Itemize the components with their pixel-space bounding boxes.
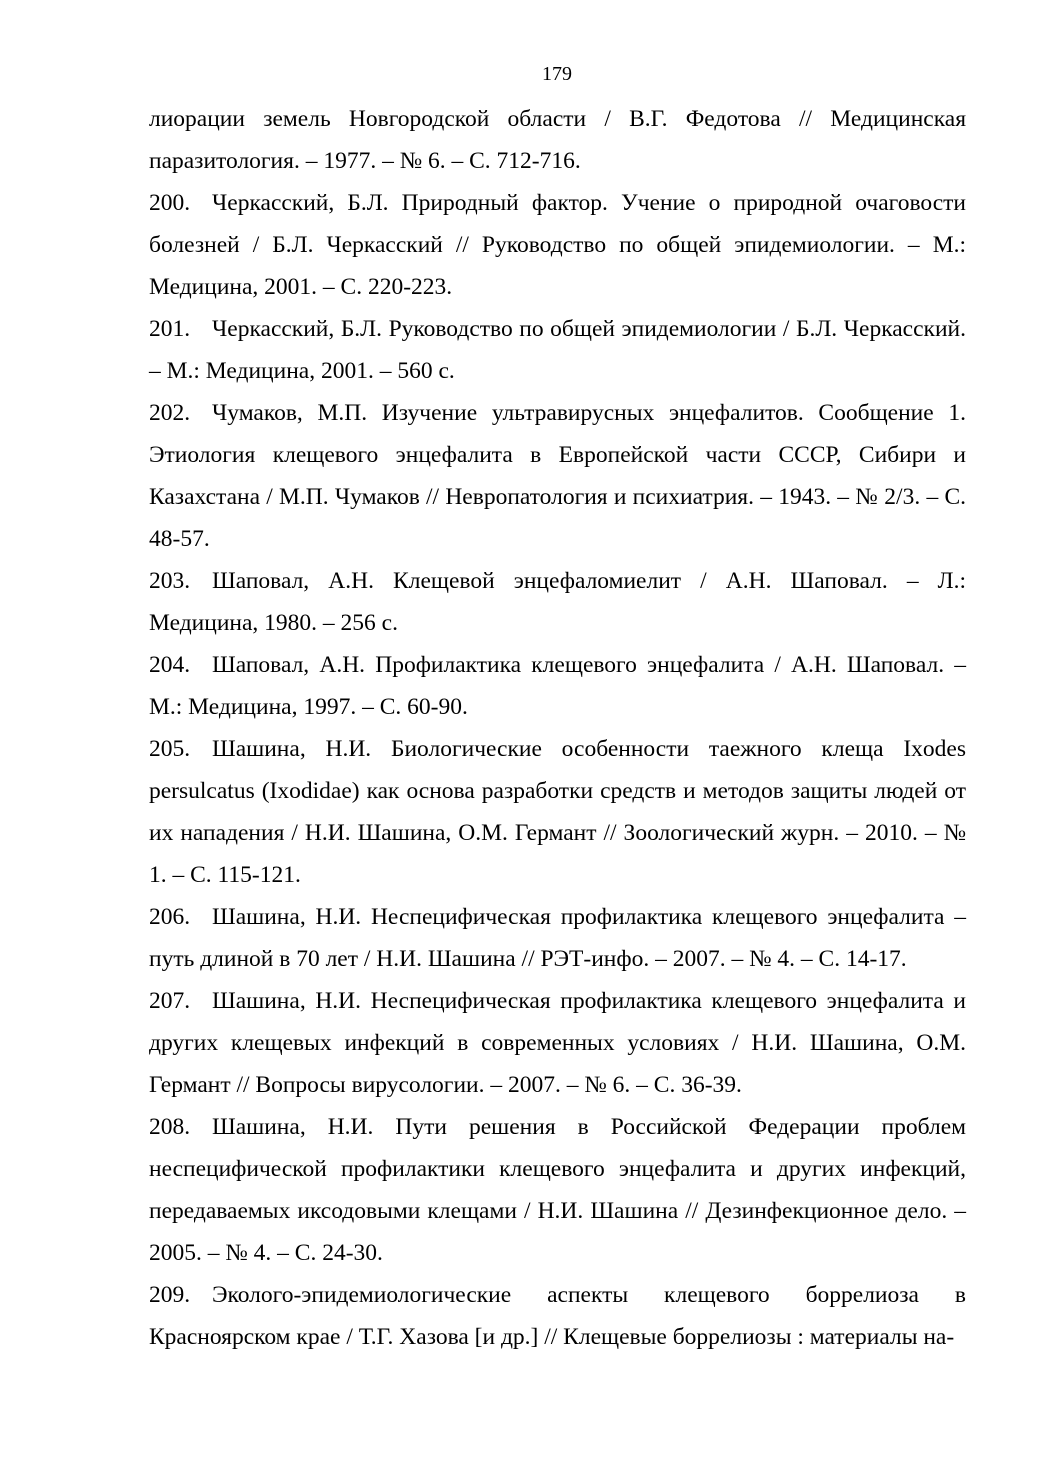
reference-text: лиорации земель Новгородской области / В.Г. Федотова // Медицинская паразитология. – 1977. – № 6. – С. 712-716. <box>149 106 966 174</box>
reference-number: 203. <box>149 568 191 594</box>
reference-number: 209. <box>149 1282 191 1308</box>
reference-item <box>149 98 966 182</box>
reference-text: Черкасский, Б.Л. Природный фактор. Учение о природной очаговости болезней / Б.Л. Черкасский // Руководство по общей эпидемиологии. – М.: Медицина, 2001. – С. 220-223. <box>149 190 966 300</box>
reference-text: Шашина, Н.И. Биологические особенности таежного клеща Ixodes persulcatus (Ixodidae) как основа разработки средств и методов защиты людей от их нападения / Н.И. Шашина, О.М. Германт // Зоологический журн. – 2010. – № 1. – С. 115-121. <box>149 736 966 888</box>
reference-text: Шашина, Н.И. Неспецифическая профилактика клещевого энцефалита – путь длиной в 70 лет / Н.И. Шашина // РЭТ-инфо. – 2007. – № 4. – С. 14-17. <box>149 904 966 972</box>
reference-number: 208. <box>149 1114 191 1140</box>
reference-item <box>149 1274 966 1358</box>
reference-number: 207. <box>149 988 191 1014</box>
reference-text: Шаповал, А.Н. Профилактика клещевого энцефалита / А.Н. Шаповал. – М.: Медицина, 1997. – С. 60-90. <box>149 652 966 720</box>
reference-text: Шашина, Н.И. Неспецифическая профилактика клещевого энцефалита и других клещевых инфекций в современных условиях / Н.И. Шашина, О.М. Германт // Вопросы вирусологии. – 2007. – № 6. – С. 36-39. <box>149 988 966 1098</box>
reference-text: Шашина, Н.И. Пути решения в Российской Федерации проблем неспецифической профилактики клещевого энцефалита и других инфекций, передаваемых иксодовыми клещами / Н.И. Шашина // Дезинфекционное дело. – 2005. – № 4. – С. 24-30. <box>149 1114 966 1266</box>
reference-text: Черкасский, Б.Л. Руководство по общей эпидемиологии / Б.Л. Черкасский. – М.: Медицина, 2001. – 560 с. <box>149 316 966 384</box>
reference-item <box>149 728 966 896</box>
reference-text: Шаповал, А.Н. Клещевой энцефаломиелит / А.Н. Шаповал. – Л.: Медицина, 1980. – 256 с. <box>149 568 966 636</box>
reference-number: 204. <box>149 652 191 678</box>
reference-number: 202. <box>149 400 191 426</box>
reference-item <box>149 644 966 728</box>
reference-number: 206. <box>149 904 191 930</box>
reference-item <box>149 308 966 392</box>
reference-item <box>149 182 966 308</box>
reference-number: 205. <box>149 736 191 762</box>
reference-text: Эколого-эпидемиологические аспекты клещевого боррелиоза в Красноярском крае / Т.Г. Хазова [и др.] // Клещевые боррелиозы : материалы на- <box>149 1282 966 1350</box>
reference-item <box>149 392 966 560</box>
reference-item <box>149 1106 966 1274</box>
reference-item <box>149 560 966 644</box>
reference-number: 201. <box>149 316 191 342</box>
reference-list <box>149 98 966 1358</box>
page-number: 179 <box>542 63 572 85</box>
reference-item <box>149 980 966 1106</box>
reference-item <box>149 896 966 980</box>
reference-text: Чумаков, М.П. Изучение ультравирусных энцефалитов. Сообщение 1. Этиология клещевого энцефалита в Европейской части СССР, Сибири и Казахстана / М.П. Чумаков // Невропатология и психиатрия. – 1943. – № 2/3. – С. 48-57. <box>149 400 966 552</box>
reference-number: 200. <box>149 190 191 216</box>
